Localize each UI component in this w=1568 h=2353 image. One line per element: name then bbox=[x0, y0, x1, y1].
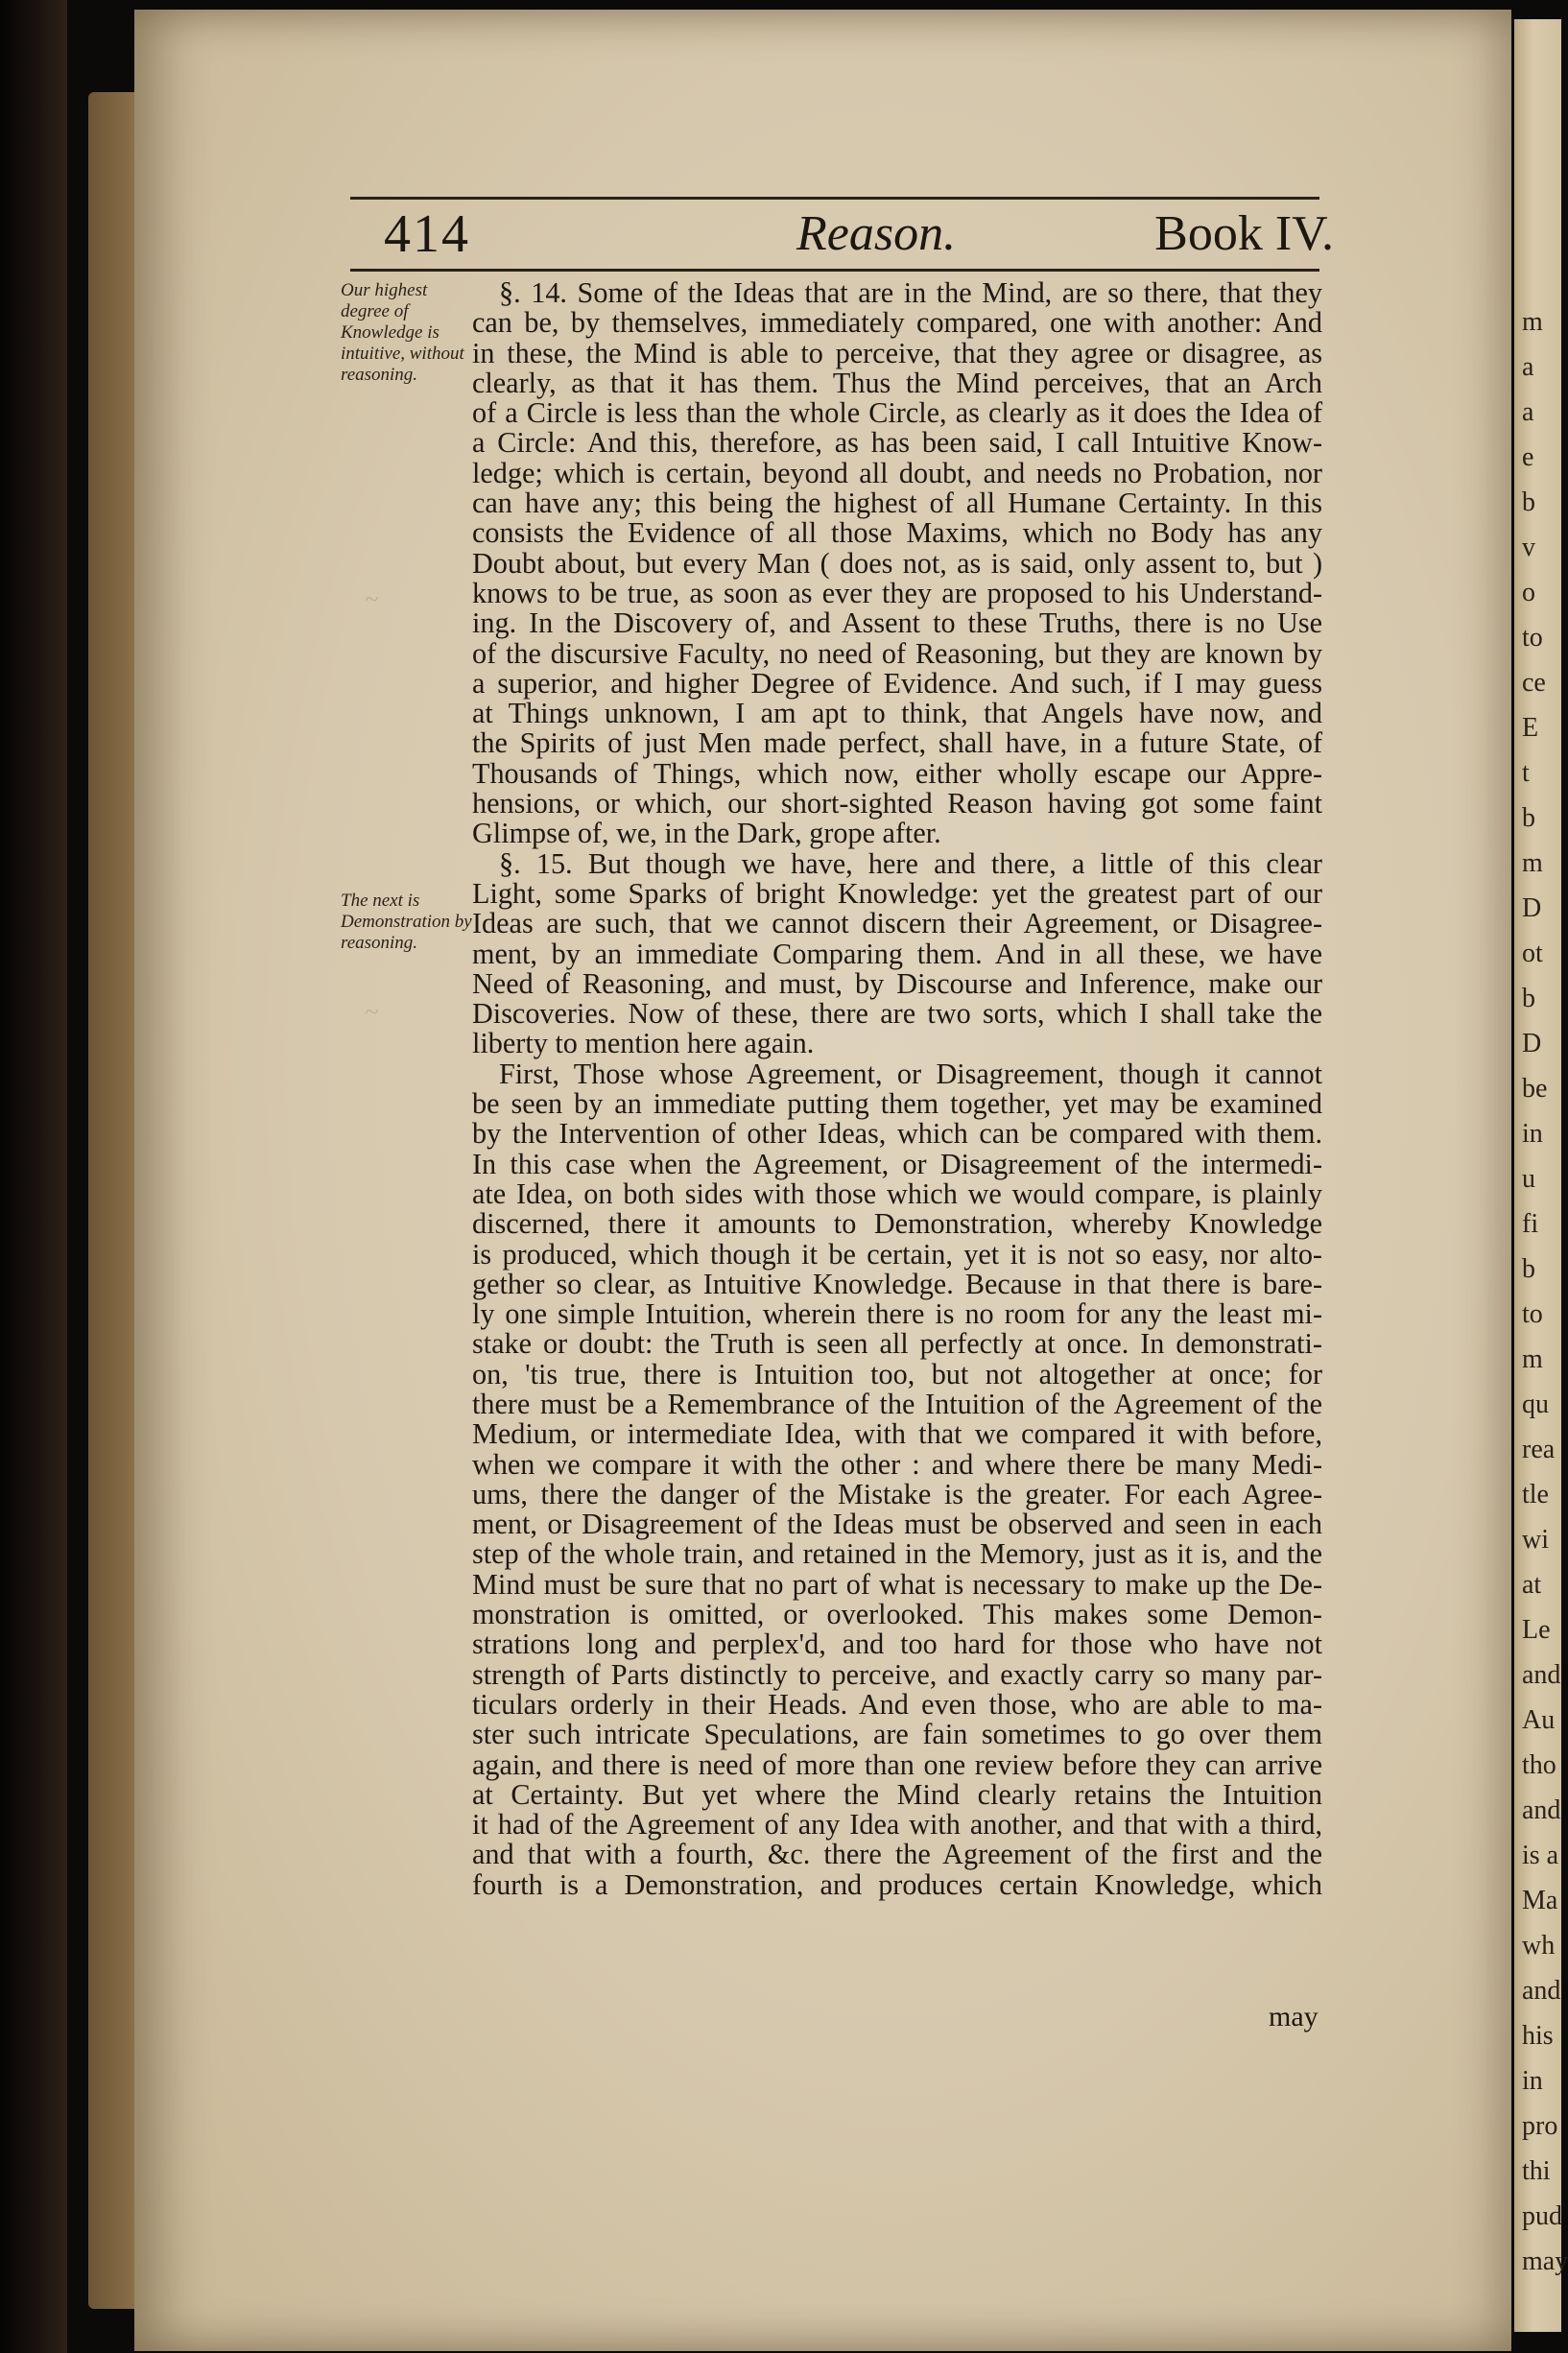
text-line: there must be a Remembrance of the Intuition of the Agreement of the bbox=[472, 1387, 1322, 1420]
text-line: Doubt about, but every Man ( does not, as is said, only assent to, but ) bbox=[472, 546, 1322, 580]
book-spine-edge bbox=[0, 0, 67, 2353]
show-through-ink: ~ bbox=[365, 585, 379, 613]
text-line: strength of Parts distinctly to perceive, and exactly carry so many par- bbox=[472, 1657, 1322, 1691]
body-text bbox=[472, 278, 1322, 1900]
text-line: fourth is a Demonstration, and produces certain Knowledge, which bbox=[472, 1867, 1322, 1901]
facing-page-fragment: pro bbox=[1522, 2111, 1558, 2141]
text-line: Thousands of Things, which now, either wholly escape our Appre- bbox=[472, 756, 1322, 790]
text-line: and that with a fourth, &c. there the Agreement of the first and the bbox=[472, 1838, 1322, 1871]
running-title: Reason. bbox=[796, 206, 957, 261]
text-line: it had of the Agreement of any Idea with another, and that with a third, bbox=[472, 1808, 1322, 1842]
header-rule-bottom bbox=[350, 269, 1319, 272]
facing-page-fragment: tho bbox=[1522, 1750, 1556, 1780]
text-line: ly one simple Intuition, wherein there is no room for any the least mi- bbox=[472, 1297, 1322, 1331]
text-line: Medium, or intermediate Idea, with that we compared it with before, bbox=[472, 1417, 1322, 1451]
text-line: ster such intricate Speculations, are fain sometimes to go over them bbox=[472, 1718, 1322, 1751]
facing-page-fragment: b bbox=[1522, 803, 1535, 833]
text-line: hensions, or which, our short-sighted Reason having got some faint bbox=[472, 787, 1322, 820]
facing-page-fragment: D bbox=[1522, 893, 1542, 923]
text-line: a Circle: And this, therefore, as has been said, I call Intuitive Know- bbox=[472, 426, 1322, 460]
facing-page-fragment: in bbox=[1522, 2066, 1543, 2096]
text-line: the Spirits of just Men made perfect, shall have, in a future State, of bbox=[472, 726, 1322, 760]
facing-page-fragment: Le bbox=[1522, 1615, 1551, 1645]
facing-page-fragment: tle bbox=[1522, 1480, 1549, 1509]
facing-page-fragment: t bbox=[1522, 758, 1530, 788]
facing-page-fragment: E bbox=[1522, 713, 1539, 743]
facing-page-fragment: a bbox=[1522, 397, 1534, 427]
facing-page-fragment: thi bbox=[1522, 2156, 1551, 2186]
facing-page-fragment: wi bbox=[1522, 1525, 1549, 1555]
text-line: ticulars orderly in their Heads. And even those, who are able to ma- bbox=[472, 1687, 1322, 1721]
facing-page-fragment: and bbox=[1522, 1795, 1561, 1825]
facing-page-fragment: and bbox=[1522, 1660, 1561, 1690]
text-line: on, 'tis true, there is Intuition too, but not altogether at once; for bbox=[472, 1357, 1322, 1390]
text-line: can be, by themselves, immediately compared, one with another: And bbox=[472, 306, 1322, 340]
side-note-demonstration: The next is Demonstration by reasoning. bbox=[341, 891, 472, 953]
text-line: Need of Reasoning, and must, by Discourse and Inference, make our bbox=[472, 966, 1322, 1000]
facing-page-fragment: ce bbox=[1522, 668, 1546, 698]
show-through-ink: ~ bbox=[365, 998, 379, 1026]
facing-page-fragment: in bbox=[1522, 1119, 1543, 1149]
text-line: a superior, and higher Degree of Evidence. And such, if I may guess bbox=[472, 666, 1322, 700]
book-label: Book IV. bbox=[1154, 206, 1334, 261]
text-line: Light, some Sparks of bright Knowledge: yet the greatest part of our bbox=[472, 876, 1322, 910]
facing-page-fragment: at bbox=[1522, 1570, 1542, 1600]
page-header bbox=[384, 203, 1334, 267]
text-line: when we compare it with the other : and where there be many Medi- bbox=[472, 1447, 1322, 1481]
text-line: of the discursive Faculty, no need of Reasoning, but they are known by bbox=[472, 636, 1322, 670]
facing-page-fragment: e bbox=[1522, 442, 1534, 472]
page-number: 414 bbox=[384, 204, 470, 264]
facing-page-fragment: v bbox=[1522, 533, 1535, 562]
text-line: monstration is omitted, or overlooked. This makes some Demon- bbox=[472, 1598, 1322, 1631]
facing-page-fragment: be bbox=[1522, 1074, 1548, 1104]
facing-page-fragment: to bbox=[1522, 623, 1543, 653]
side-note-intuitive: Our highest degree of Knowledge is intuitive, without reasoning. bbox=[341, 280, 464, 385]
facing-page-fragment: u bbox=[1522, 1164, 1535, 1194]
text-line: ment, by an immediate Comparing them. And in all these, we have bbox=[472, 937, 1322, 970]
facing-page-fragment: m bbox=[1522, 307, 1543, 337]
text-line: ums, there the danger of the Mistake is the greater. For each Agree- bbox=[472, 1477, 1322, 1510]
facing-page-fragment: is a bbox=[1522, 1841, 1559, 1870]
facing-page-edge bbox=[1514, 19, 1568, 2332]
text-line: First, Those whose Agreement, or Disagreement, though it cannot bbox=[499, 1057, 1322, 1090]
facing-page-fragment: to bbox=[1522, 1299, 1543, 1329]
text-line: ate Idea, on both sides with those which we would compare, is plainly bbox=[472, 1176, 1322, 1210]
text-line: knows to be true, as soon as ever they are proposed to his Understand- bbox=[472, 576, 1322, 609]
text-line: Mind must be sure that no part of what is necessary to make up the De- bbox=[472, 1567, 1322, 1601]
text-line: ledge; which is certain, beyond all doubt, and needs no Probation, nor bbox=[472, 456, 1322, 489]
facing-page-fragment: may bbox=[1522, 2246, 1568, 2276]
facing-page-fragment: his bbox=[1522, 2021, 1554, 2051]
text-line: Ideas are such, that we cannot discern their Agreement, or Disagree- bbox=[472, 907, 1322, 940]
text-line: be seen by an immediate putting them together, yet may be examined bbox=[472, 1087, 1322, 1121]
text-line: again, and there is need of more than one review before they can arrive bbox=[472, 1747, 1322, 1781]
facing-page-fragment: b bbox=[1522, 984, 1535, 1013]
text-line: §. 15. But though we have, here and there, a little of this clear bbox=[499, 846, 1322, 880]
facing-page-fragment: m bbox=[1522, 848, 1543, 878]
text-line: stake or doubt: the Truth is seen all perfectly at once. In demonstrati- bbox=[472, 1327, 1322, 1361]
facing-page-fragment: m bbox=[1522, 1344, 1543, 1374]
text-line: liberty to mention here again. bbox=[472, 1027, 815, 1060]
text-line: gether so clear, as Intuitive Knowledge. Because in that there is bare- bbox=[472, 1267, 1322, 1300]
facing-page-fragment: wh bbox=[1522, 1931, 1556, 1961]
facing-page-fragment: ot bbox=[1522, 939, 1543, 968]
text-line: In this case when the Agreement, or Disagreement of the intermedi- bbox=[472, 1147, 1322, 1180]
text-line: step of the whole train, and retained in the Memory, just as it is, and the bbox=[472, 1537, 1322, 1571]
text-line: can have any; this being the highest of all Humane Certainty. In this bbox=[472, 487, 1322, 520]
facing-page-fragment: pud bbox=[1522, 2201, 1562, 2231]
text-line: Glimpse of, we, in the Dark, grope after. bbox=[472, 817, 941, 850]
header-rule-top bbox=[350, 197, 1319, 200]
catchword: may bbox=[1269, 2001, 1319, 2032]
text-line: in these, the Mind is able to perceive, that they agree or disagree, as bbox=[472, 336, 1322, 369]
facing-page-fragment: Au bbox=[1522, 1705, 1556, 1735]
facing-page-fragment: b bbox=[1522, 487, 1535, 517]
facing-page-fragment: and bbox=[1522, 1976, 1561, 2006]
facing-page-fragment: Ma bbox=[1522, 1886, 1558, 1915]
text-line: at Certainty. But yet where the Mind clearly retains the Intuition bbox=[472, 1777, 1322, 1811]
text-line: discerned, there it amounts to Demonstration, whereby Knowledge bbox=[472, 1207, 1322, 1241]
text-line: is produced, which though it be certain, yet it is not so easy, nor alto- bbox=[472, 1237, 1322, 1271]
text-line: strations long and perplex'd, and too hard for those who have not bbox=[472, 1628, 1322, 1661]
facing-page-fragment: qu bbox=[1522, 1390, 1549, 1419]
text-line: §. 14. Some of the Ideas that are in the Mind, are so there, that they bbox=[499, 276, 1322, 309]
facing-page-fragment: rea bbox=[1522, 1435, 1556, 1464]
text-line: ing. In the Discovery of, and Assent to these Truths, there is no Use bbox=[472, 606, 1322, 640]
facing-page-fragment: o bbox=[1522, 578, 1535, 607]
text-line: by the Intervention of other Ideas, which can be compared with them. bbox=[472, 1117, 1322, 1151]
text-line: Discoveries. Now of these, there are two sorts, which I shall take the bbox=[472, 997, 1322, 1031]
text-line: ment, or Disagreement of the Ideas must be observed and seen in each bbox=[472, 1508, 1322, 1541]
text-line: consists the Evidence of all those Maxims, which no Body has any bbox=[472, 516, 1322, 550]
text-line: at Things unknown, I am apt to think, that Angels have now, and bbox=[472, 697, 1322, 730]
facing-page-fragment: fi bbox=[1522, 1209, 1539, 1239]
text-line: clearly, as that it has them. Thus the Mind perceives, that an Arch bbox=[472, 366, 1322, 399]
facing-page-fragment: b bbox=[1522, 1254, 1535, 1284]
facing-page-fragment: D bbox=[1522, 1029, 1542, 1058]
text-line: of a Circle is less than the whole Circle, as clearly as it does the Idea of bbox=[472, 396, 1322, 430]
facing-page-fragment: a bbox=[1522, 352, 1534, 382]
